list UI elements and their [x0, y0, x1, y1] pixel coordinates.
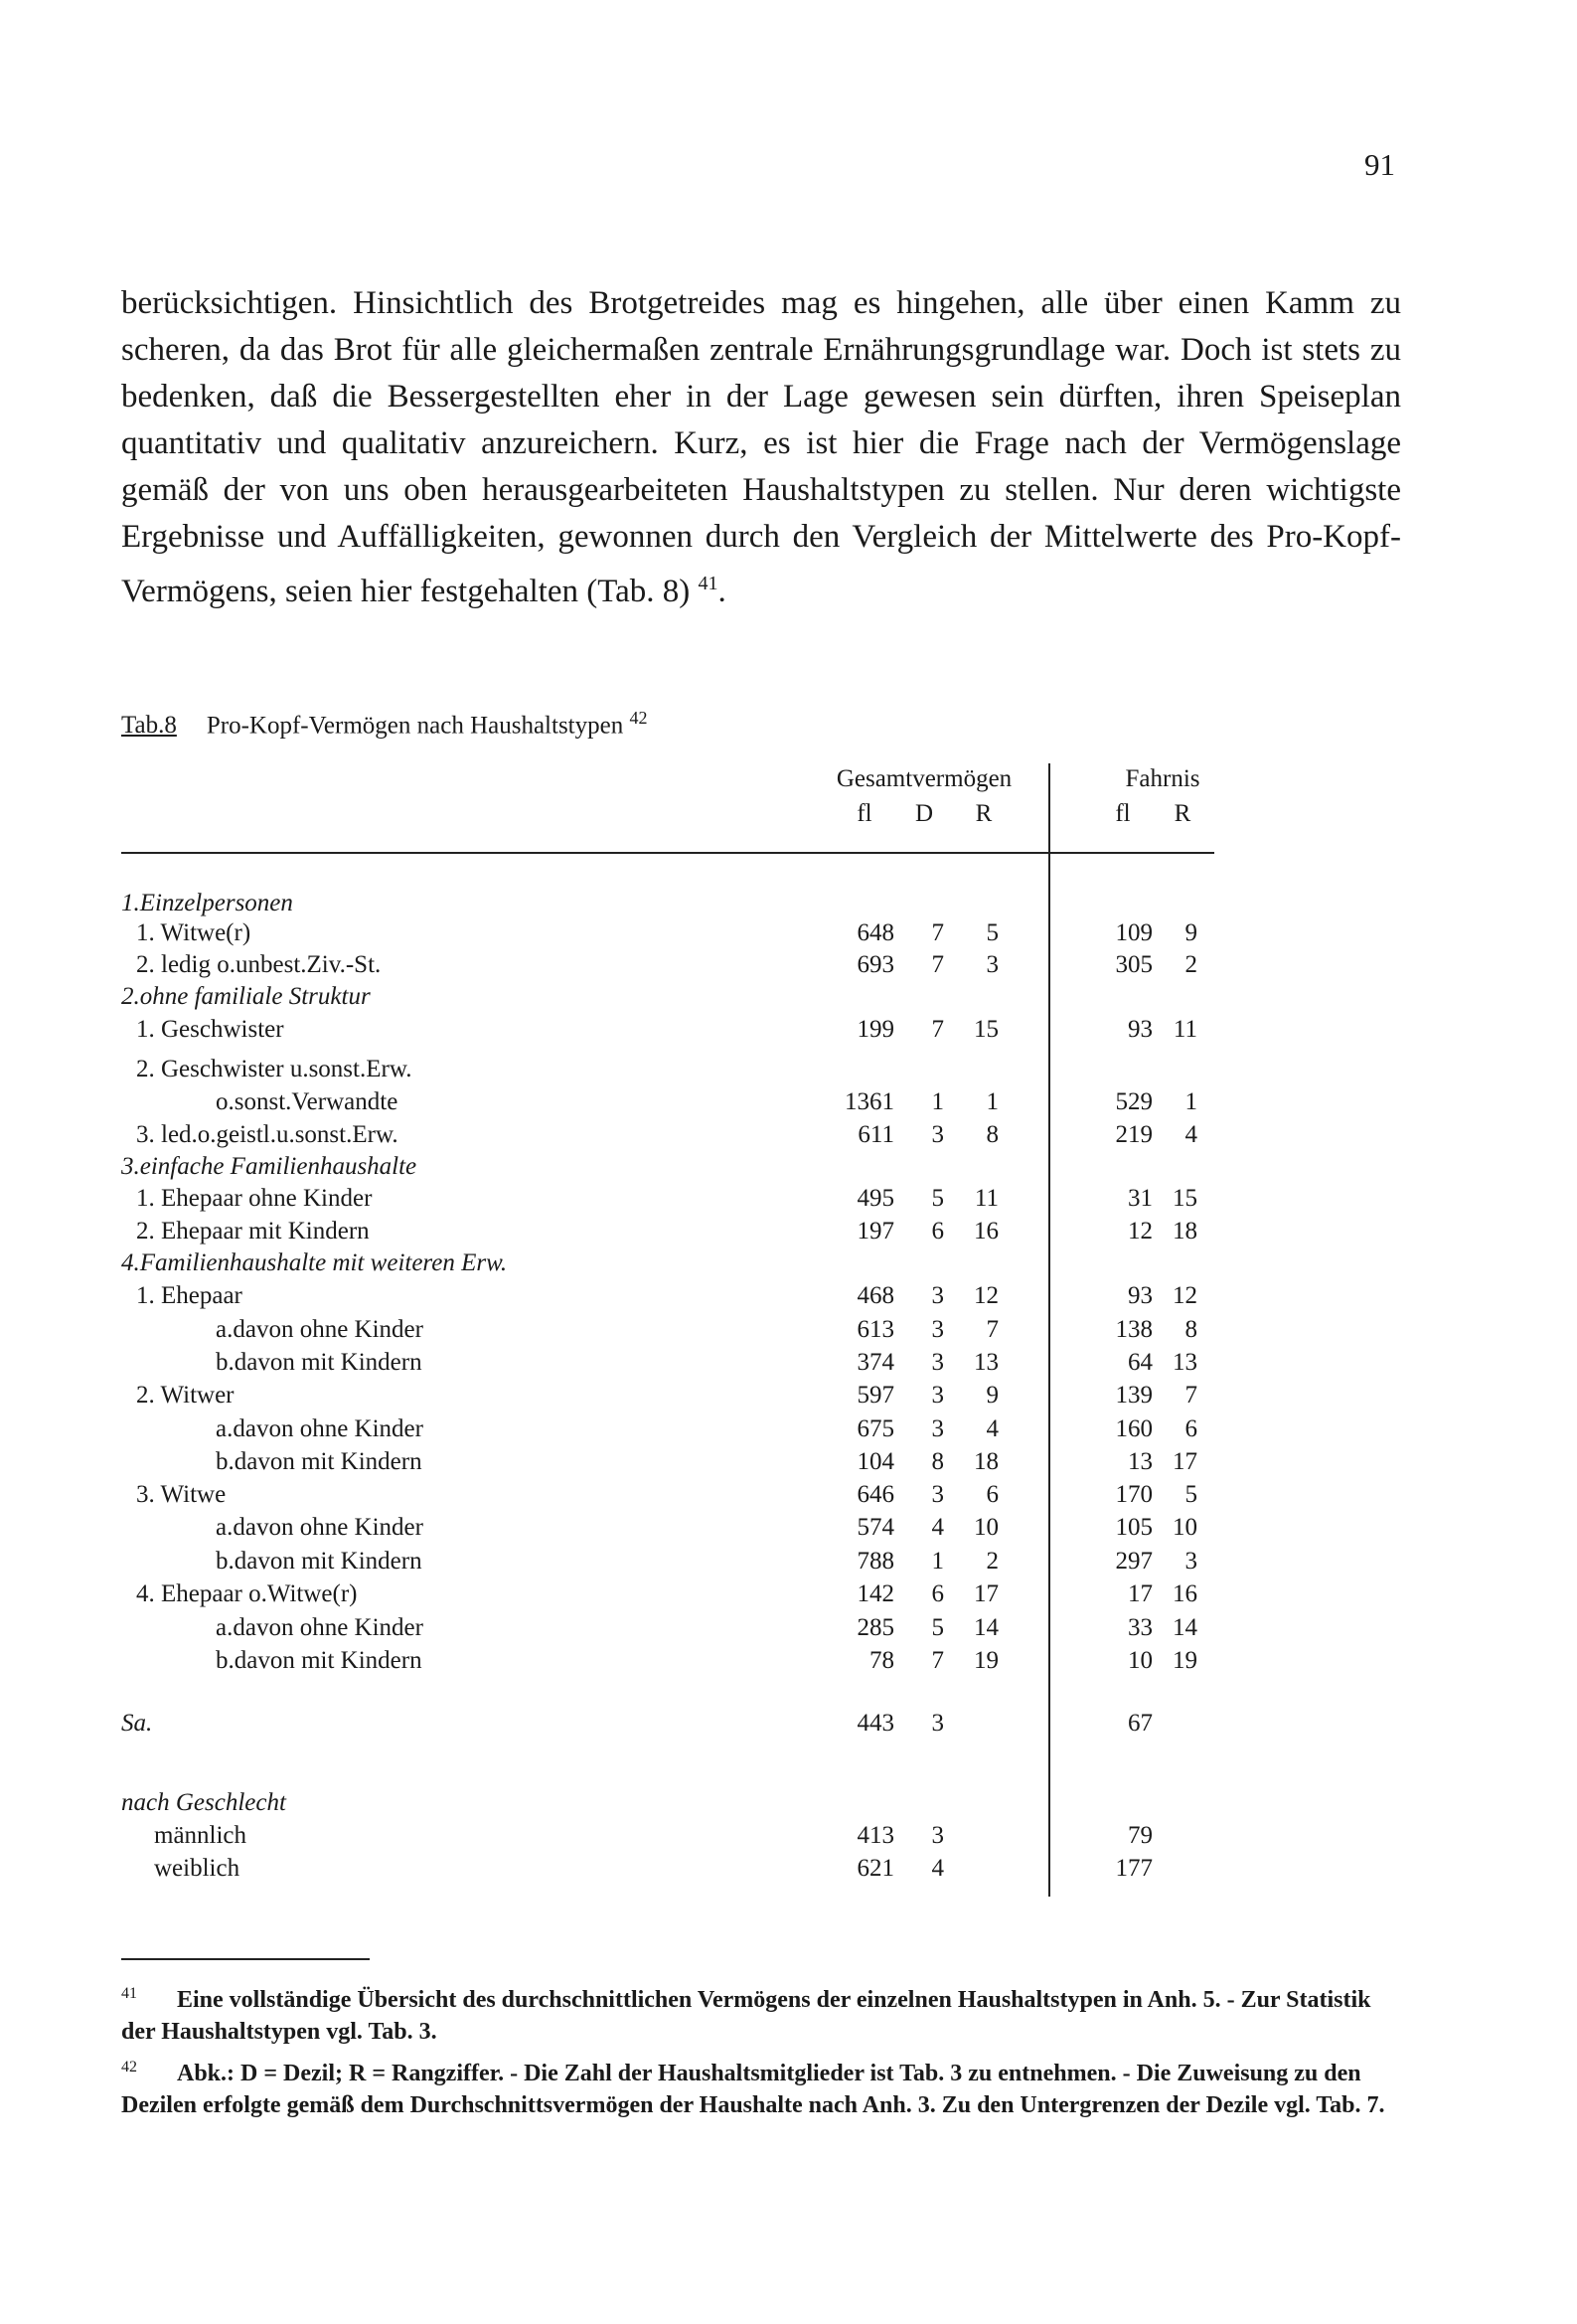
row-label: 2. Ehepaar mit Kindern: [136, 1218, 370, 1245]
cell-f-fl: 109: [1115, 919, 1153, 946]
footnote-mark: 42: [121, 2059, 137, 2075]
footnote-text: Abk.: D = Dezil; R = Rangziffer. - Die Zahl der Haushaltsmitglieder ist Tab. 3 zu entnehmen. - Die Zuweisung zu den Dezilen erfolgte gemäß dem Durchschnittsvermögen der Haushalte nach Anh. 3. Zu den Untergrenzen der Dezile vgl. Tab. 7.: [121, 2061, 1385, 2118]
cell-f-fl: 93: [1128, 1016, 1153, 1043]
cell-g-r: 8: [986, 1121, 999, 1148]
cell-f-fl: 219: [1115, 1121, 1153, 1148]
cell-g-d: 4: [931, 1855, 944, 1882]
cell-g-d: 6: [931, 1218, 944, 1245]
cell-g-fl: 574: [857, 1514, 894, 1541]
cell-g-r: 10: [974, 1514, 999, 1541]
table-row: [0, 1614, 1577, 1648]
table-row: [0, 1282, 1577, 1316]
cell-g-d: 7: [931, 1016, 944, 1043]
table-caption: [121, 708, 647, 740]
table-row: [0, 1647, 1577, 1681]
cell-f-fl: 177: [1115, 1855, 1153, 1882]
cell-g-fl: 788: [857, 1548, 894, 1575]
table-row: [0, 1121, 1577, 1155]
cell-g-r: 1: [986, 1088, 999, 1115]
row-label: 3.einfache Familienhaushalte: [121, 1153, 417, 1180]
row-label: a.davon ohne Kinder: [216, 1316, 423, 1343]
row-label: 1. Witwe(r): [136, 919, 251, 946]
body-paragraph-text: berücksichtigen. Hinsichtlich des Brotgetreides mag es hingehen, alle über einen Kamm zu scheren, da das Brot für alle gleichermaßen zentrale Ernährungsgrundlage war. Doch ist stets zu bedenken, daß die Bessergestellten eher in der Lage gewesen sein dürften, ihren Speiseplan quantitativ und qualitativ anzureichern. Kurz, es ist hier die Frage nach der Vermögenslage gemäß der von uns oben herausgearbeiteten Haushaltstypen zu stellen. Nur deren wichtigste Ergebnisse und Auffälligkeiten, gewonnen durch den Vergleich der Mittelwerte des Pro-Kopf-Vermögens, seien hier festgehalten (Tab. 8): [121, 285, 1401, 609]
cell-f-fl: 160: [1115, 1415, 1153, 1442]
cell-g-fl: 611: [858, 1121, 894, 1148]
cell-g-fl: 199: [857, 1016, 894, 1043]
cell-g-fl: 104: [857, 1448, 894, 1475]
cell-f-fl: 17: [1128, 1580, 1153, 1607]
table-row: [0, 1153, 1577, 1187]
cell-f-r: 8: [1184, 1316, 1197, 1343]
cell-f-fl: 297: [1115, 1548, 1153, 1575]
cell-f-fl: 138: [1115, 1316, 1153, 1343]
row-label: 3. led.o.geistl.u.sonst.Erw.: [136, 1121, 398, 1148]
cell-f-r: 1: [1184, 1088, 1197, 1115]
row-label: 4.Familienhaushalte mit weiteren Erw.: [121, 1249, 508, 1276]
table-row: [0, 1218, 1577, 1251]
table-row: [0, 983, 1577, 1017]
cell-g-r: 9: [986, 1382, 999, 1409]
cell-g-d: 3: [931, 1481, 944, 1508]
cell-g-fl: 285: [857, 1614, 894, 1641]
cell-f-r: 6: [1184, 1415, 1197, 1442]
cell-f-r: 19: [1173, 1647, 1197, 1674]
cell-f-fl: 79: [1128, 1822, 1153, 1849]
cell-g-fl: 197: [857, 1218, 894, 1245]
cell-g-r: 3: [986, 951, 999, 978]
cell-f-r: 13: [1173, 1349, 1197, 1376]
row-label: 1. Ehepaar ohne Kinder: [136, 1185, 373, 1212]
table-row: [0, 1448, 1577, 1482]
cell-g-fl: 443: [857, 1710, 894, 1737]
table-row: [0, 1349, 1577, 1383]
cell-g-fl: 693: [857, 951, 894, 978]
table-row: [0, 1514, 1577, 1548]
cell-g-r: 7: [986, 1316, 999, 1343]
table-row: [0, 951, 1577, 985]
row-label: männlich: [154, 1822, 247, 1849]
row-label: b.davon mit Kindern: [216, 1448, 422, 1475]
footnote-42: [121, 2052, 1401, 2121]
cell-f-r: 5: [1184, 1481, 1197, 1508]
row-label: 1. Geschwister: [136, 1016, 284, 1043]
footnote-text: Eine vollständige Übersicht des durchschnittlichen Vermögens der einzelnen Haushaltstypen in Anh. 5. - Zur Statistik der Haushaltstypen vgl. Tab. 3.: [121, 1987, 1371, 2045]
table-row: [0, 1580, 1577, 1614]
cell-f-fl: 64: [1128, 1349, 1153, 1376]
row-label: a.davon ohne Kinder: [216, 1415, 423, 1442]
row-label: 2.ohne familiale Struktur: [121, 983, 371, 1010]
cell-f-r: 7: [1184, 1382, 1197, 1409]
row-label: b.davon mit Kindern: [216, 1349, 422, 1376]
cell-g-fl: 142: [857, 1580, 894, 1607]
table-row: [0, 1415, 1577, 1449]
row-label: a.davon ohne Kinder: [216, 1614, 423, 1641]
table-row: [0, 1481, 1577, 1515]
cell-g-d: 5: [931, 1614, 944, 1641]
cell-g-d: 1: [931, 1548, 944, 1575]
cell-f-fl: 33: [1128, 1614, 1153, 1641]
cell-g-r: 14: [974, 1614, 999, 1641]
body-paragraph: [121, 280, 1401, 615]
cell-g-r: 17: [974, 1580, 999, 1607]
row-label: 2. ledig o.unbest.Ziv.-St.: [136, 951, 382, 978]
cell-g-fl: 1361: [845, 1088, 894, 1115]
cell-f-fl: 139: [1115, 1382, 1153, 1409]
table-row: [0, 1855, 1577, 1889]
cell-f-fl: 13: [1128, 1448, 1153, 1475]
cell-g-d: 7: [931, 951, 944, 978]
cell-g-fl: 495: [857, 1185, 894, 1212]
cell-g-fl: 646: [857, 1481, 894, 1508]
cell-g-r: 6: [986, 1481, 999, 1508]
row-label: weiblich: [154, 1855, 240, 1882]
cell-g-fl: 78: [869, 1647, 894, 1674]
row-label: b.davon mit Kindern: [216, 1647, 422, 1674]
cell-g-fl: 413: [857, 1822, 894, 1849]
cell-g-d: 3: [931, 1382, 944, 1409]
table-row: [0, 1088, 1577, 1122]
row-label: o.sonst.Verwandte: [216, 1088, 398, 1115]
cell-g-r: 13: [974, 1349, 999, 1376]
cell-f-r: 14: [1173, 1614, 1197, 1641]
cell-f-fl: 93: [1128, 1282, 1153, 1309]
row-label: 2. Witwer: [136, 1382, 235, 1409]
cell-g-r: 4: [986, 1415, 999, 1442]
cell-g-d: 4: [931, 1514, 944, 1541]
row-label: b.davon mit Kindern: [216, 1548, 422, 1575]
cell-f-r: 3: [1184, 1548, 1197, 1575]
cell-g-d: 8: [931, 1448, 944, 1475]
row-label: 1.Einzelpersonen: [121, 890, 293, 916]
row-label: 3. Witwe: [136, 1481, 227, 1508]
cell-f-fl: 31: [1128, 1185, 1153, 1212]
cell-g-d: 3: [931, 1282, 944, 1309]
table-row: [0, 1822, 1577, 1856]
cell-g-d: 1: [931, 1088, 944, 1115]
table-row: [0, 1316, 1577, 1350]
cell-g-d: 3: [931, 1316, 944, 1343]
table-row: [0, 1056, 1577, 1089]
cell-f-r: 2: [1184, 951, 1197, 978]
cell-g-r: 18: [974, 1448, 999, 1475]
cell-f-fl: 10: [1128, 1647, 1153, 1674]
cell-g-r: 15: [974, 1016, 999, 1043]
table-row: [0, 1249, 1577, 1283]
row-label: 1. Ehepaar: [136, 1282, 242, 1309]
cell-g-fl: 621: [857, 1855, 894, 1882]
cell-f-fl: 12: [1128, 1218, 1153, 1245]
row-label: Sa.: [121, 1710, 153, 1737]
table-row: [0, 1382, 1577, 1415]
header-fahrnis: Fahrnis: [1125, 765, 1200, 792]
cell-f-fl: 67: [1128, 1710, 1153, 1737]
cell-g-fl: 648: [857, 919, 894, 946]
cell-g-r: 19: [974, 1647, 999, 1674]
table-row: [0, 890, 1577, 923]
footnote-41: [121, 1978, 1401, 2048]
footnote-ref-42: 42: [629, 708, 648, 728]
header-f-fl: fl: [1115, 800, 1131, 827]
cell-g-d: 3: [931, 1415, 944, 1442]
cell-f-r: 16: [1173, 1580, 1197, 1607]
cell-g-fl: 468: [857, 1282, 894, 1309]
cell-g-fl: 613: [857, 1316, 894, 1343]
cell-f-r: 17: [1173, 1448, 1197, 1475]
footnotes: [121, 1978, 1401, 2125]
header-g-r: R: [975, 800, 993, 827]
cell-g-d: 3: [931, 1121, 944, 1148]
table-row: [0, 1016, 1577, 1050]
cell-g-d: 7: [931, 1647, 944, 1674]
cell-f-r: 9: [1184, 919, 1197, 946]
footnote-mark: 41: [121, 1985, 137, 2002]
cell-f-r: 11: [1173, 1016, 1197, 1043]
header-f-r: R: [1174, 800, 1191, 827]
page-number: 91: [1364, 147, 1395, 182]
cell-g-r: 12: [974, 1282, 999, 1309]
footnote-ref-41: 41: [698, 573, 718, 594]
header-g-fl: fl: [857, 800, 872, 827]
cell-g-r: 5: [986, 919, 999, 946]
cell-g-r: 16: [974, 1218, 999, 1245]
row-label: a.davon ohne Kinder: [216, 1514, 423, 1541]
table-label: Tab.8: [121, 712, 177, 740]
cell-g-r: 11: [974, 1185, 999, 1212]
body-paragraph-end: .: [717, 574, 726, 609]
cell-g-fl: 675: [857, 1415, 894, 1442]
row-label: 4. Ehepaar o.Witwe(r): [136, 1580, 358, 1607]
cell-f-fl: 170: [1115, 1481, 1153, 1508]
cell-g-d: 3: [931, 1822, 944, 1849]
cell-g-r: 2: [986, 1548, 999, 1575]
cell-f-r: 12: [1173, 1282, 1197, 1309]
row-label: 2. Geschwister u.sonst.Erw.: [136, 1056, 412, 1082]
cell-f-r: 15: [1173, 1185, 1197, 1212]
table-row: [0, 1789, 1577, 1823]
cell-g-d: 3: [931, 1349, 944, 1376]
cell-g-d: 5: [931, 1185, 944, 1212]
header-gesamtvermoegen: Gesamtvermögen: [836, 765, 1013, 792]
table-row: [0, 919, 1577, 953]
table-header-rule: [121, 852, 1214, 854]
cell-f-r: 4: [1184, 1121, 1197, 1148]
table-caption-text: Pro-Kopf-Vermögen nach Haushaltstypen: [206, 712, 624, 740]
table-row: [0, 1185, 1577, 1219]
cell-g-d: 3: [931, 1710, 944, 1737]
cell-f-fl: 105: [1115, 1514, 1153, 1541]
table-row: [0, 1548, 1577, 1581]
cell-f-fl: 305: [1115, 951, 1153, 978]
cell-f-r: 10: [1173, 1514, 1197, 1541]
cell-f-r: 18: [1173, 1218, 1197, 1245]
table-row: [0, 1710, 1577, 1743]
cell-g-d: 7: [931, 919, 944, 946]
footnote-rule: [121, 1958, 370, 1960]
row-label: nach Geschlecht: [121, 1789, 286, 1816]
cell-g-fl: 597: [857, 1382, 894, 1409]
cell-g-d: 6: [931, 1580, 944, 1607]
cell-f-fl: 529: [1115, 1088, 1153, 1115]
cell-g-fl: 374: [857, 1349, 894, 1376]
header-g-d: D: [914, 800, 934, 827]
